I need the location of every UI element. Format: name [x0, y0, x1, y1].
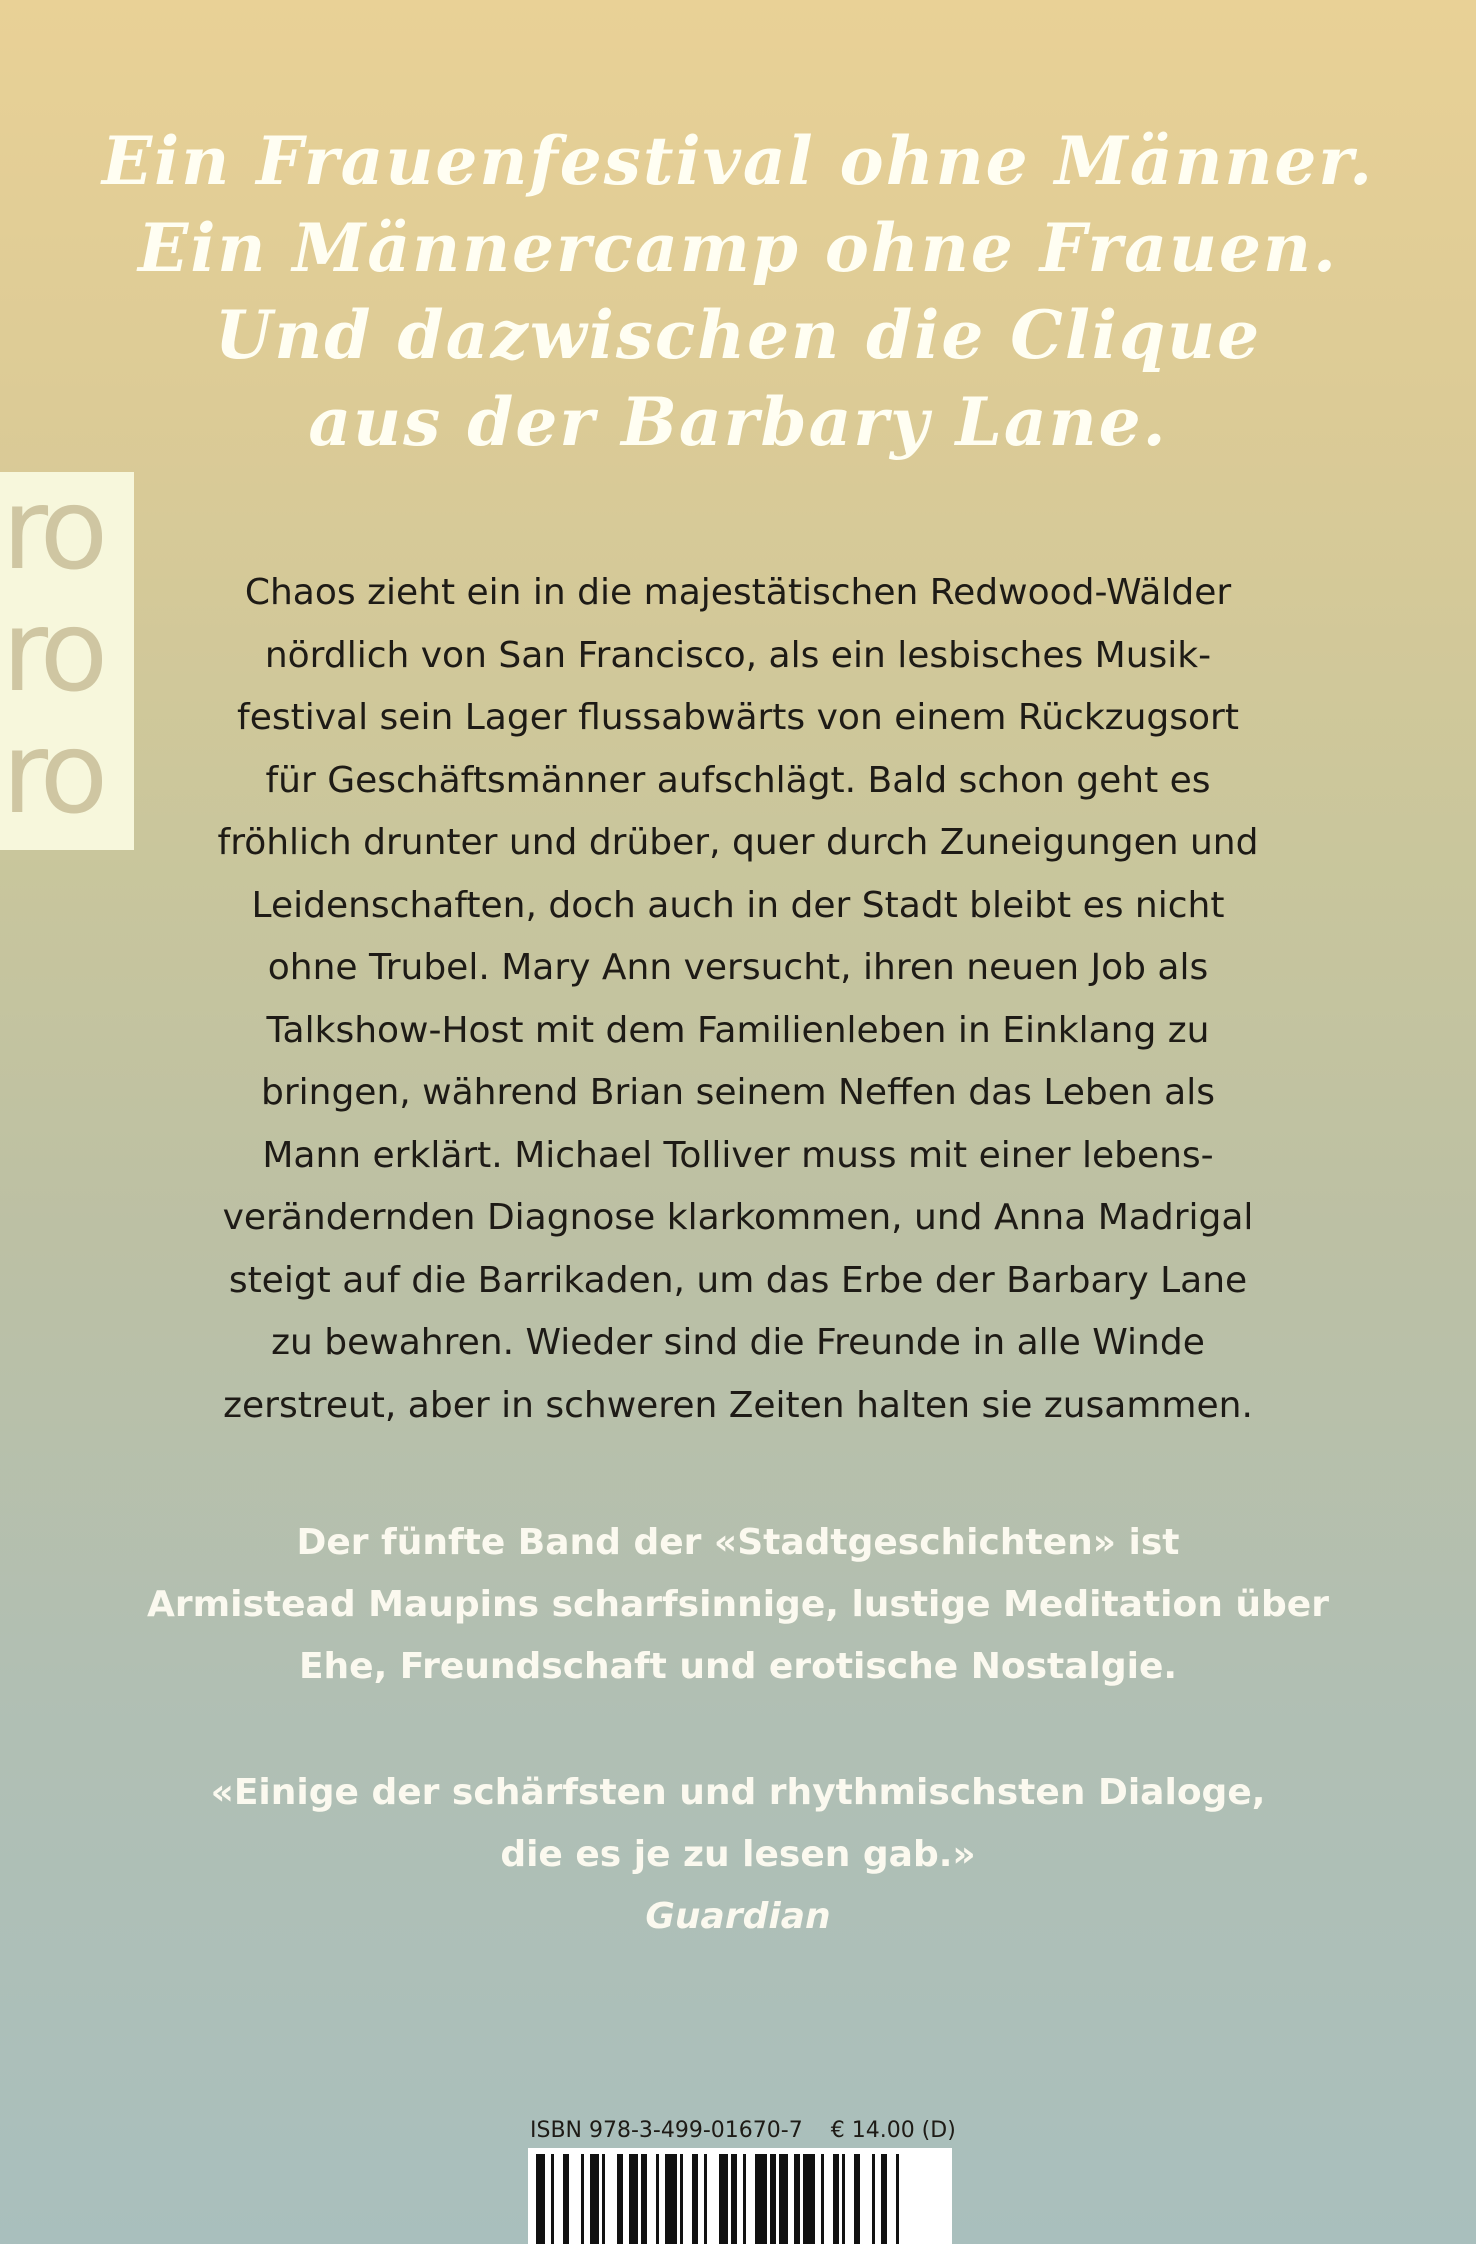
headline: [0, 118, 1476, 466]
blurb-line: nördlich von San Francisco, als ein lesbisches Musik-: [264, 634, 1212, 676]
quote-source: Guardian: [645, 1896, 831, 1937]
barcode-bar: [641, 2154, 647, 2244]
blurb-line: ohne Trubel. Mary Ann versucht, ihren neuen Job als: [267, 947, 1209, 988]
barcode-bar: [602, 2154, 605, 2244]
blurb-line: steigt auf die Barrikaden, um das Erbe der Barbary Lane: [228, 1259, 1248, 1301]
barcode-bar: [629, 2154, 638, 2244]
barcode-bar: [617, 2154, 623, 2244]
blurb-line: festival sein Lager flussabwärts von einem Rückzugsort: [237, 697, 1239, 738]
headline-line: Ein Männercamp ohne Frauen.: [138, 209, 1338, 287]
price-text: € 14.00 (D): [830, 2118, 956, 2143]
review-quote: [0, 1762, 1476, 1948]
barcode-bar: [731, 2154, 737, 2244]
quote-line: die es je zu lesen gab.»: [500, 1834, 976, 1875]
barcode-bar: [794, 2154, 800, 2244]
logo-text-line: ro: [2, 465, 103, 595]
barcode: [528, 2148, 952, 2244]
barcode-bar: [779, 2154, 788, 2244]
isbn-text: ISBN 978-3-499-01670-7: [530, 2118, 803, 2143]
barcode-bar: [536, 2154, 545, 2244]
tagline: [0, 1512, 1476, 1698]
blurb-line: zerstreut, aber in schweren Zeiten halten sie zusammen.: [223, 1384, 1253, 1426]
tagline-line: Armistead Maupins scharfsinnige, lustige Meditation über: [147, 1584, 1329, 1625]
barcode-bar: [881, 2154, 887, 2244]
barcode-bar: [665, 2154, 677, 2244]
isbn-price-line: [530, 2118, 956, 2143]
blurb-line: bringen, während Brian seinem Neffen das Leben als: [260, 1072, 1216, 1113]
headline-line: Und dazwischen die Clique: [214, 296, 1262, 374]
blurb-line: Leidenschaften, doch auch in der Stadt bleibt es nicht: [251, 884, 1225, 926]
logo-text-line: ro: [2, 587, 103, 717]
publisher-logo: [0, 465, 134, 850]
barcode-bar: [854, 2154, 860, 2244]
barcode-bar: [590, 2154, 599, 2244]
blurb-line: Talkshow-Host mit dem Familienleben in Einklang zu: [266, 1009, 1210, 1051]
blurb-line: für Geschäftsmänner aufschlägt. Bald schon geht es: [265, 759, 1211, 801]
barcode-bar: [872, 2154, 875, 2244]
tagline-line: Ehe, Freundschaft und erotische Nostalgie.: [298, 1646, 1178, 1687]
blurb-line: fröhlich drunter und drüber, quer durch Zuneigungen und: [217, 822, 1259, 863]
barcode-bar: [563, 2154, 569, 2244]
barcode-bar: [692, 2154, 698, 2244]
barcode-bar: [821, 2154, 824, 2244]
barcode-bar: [896, 2154, 899, 2244]
barcode-bar: [680, 2154, 683, 2244]
blurb-line: zu bewahren. Wieder sind die Freunde in alle Winde: [271, 1322, 1205, 1363]
blurb-line: Mann erklärt. Michael Tolliver muss mit einer lebens-: [262, 1134, 1214, 1176]
quote-line: «Einige der schärfsten und rhythmischsten Dialoge,: [210, 1772, 1266, 1813]
blurb-line: verändernden Diagnose klarkommen, und Anna Madrigal: [222, 1197, 1254, 1238]
blurb-line: Chaos zieht ein in die majestätischen Redwood-Wälder: [244, 572, 1232, 613]
logo-text-line: ro: [2, 709, 103, 839]
blurb-text: [170, 562, 1306, 1437]
barcode-bar: [704, 2154, 707, 2244]
barcode-graphic: [528, 2148, 952, 2244]
barcode-bar: [719, 2154, 728, 2244]
headline-line: Ein Frauenfestival ohne Männer.: [101, 122, 1375, 200]
barcode-bar: [656, 2154, 659, 2244]
barcode-bar: [803, 2154, 815, 2244]
barcode-bar: [842, 2154, 845, 2244]
barcode-bar: [770, 2154, 776, 2244]
barcode-bar: [743, 2154, 746, 2244]
barcode-bar: [833, 2154, 839, 2244]
tagline-line: Der fünfte Band der «Stadtgeschichten» ist: [296, 1522, 1180, 1563]
barcode-bar: [551, 2154, 554, 2244]
barcode-bar: [755, 2154, 767, 2244]
barcode-bar: [581, 2154, 584, 2244]
headline-line: aus der Barbary Lane.: [308, 383, 1168, 461]
